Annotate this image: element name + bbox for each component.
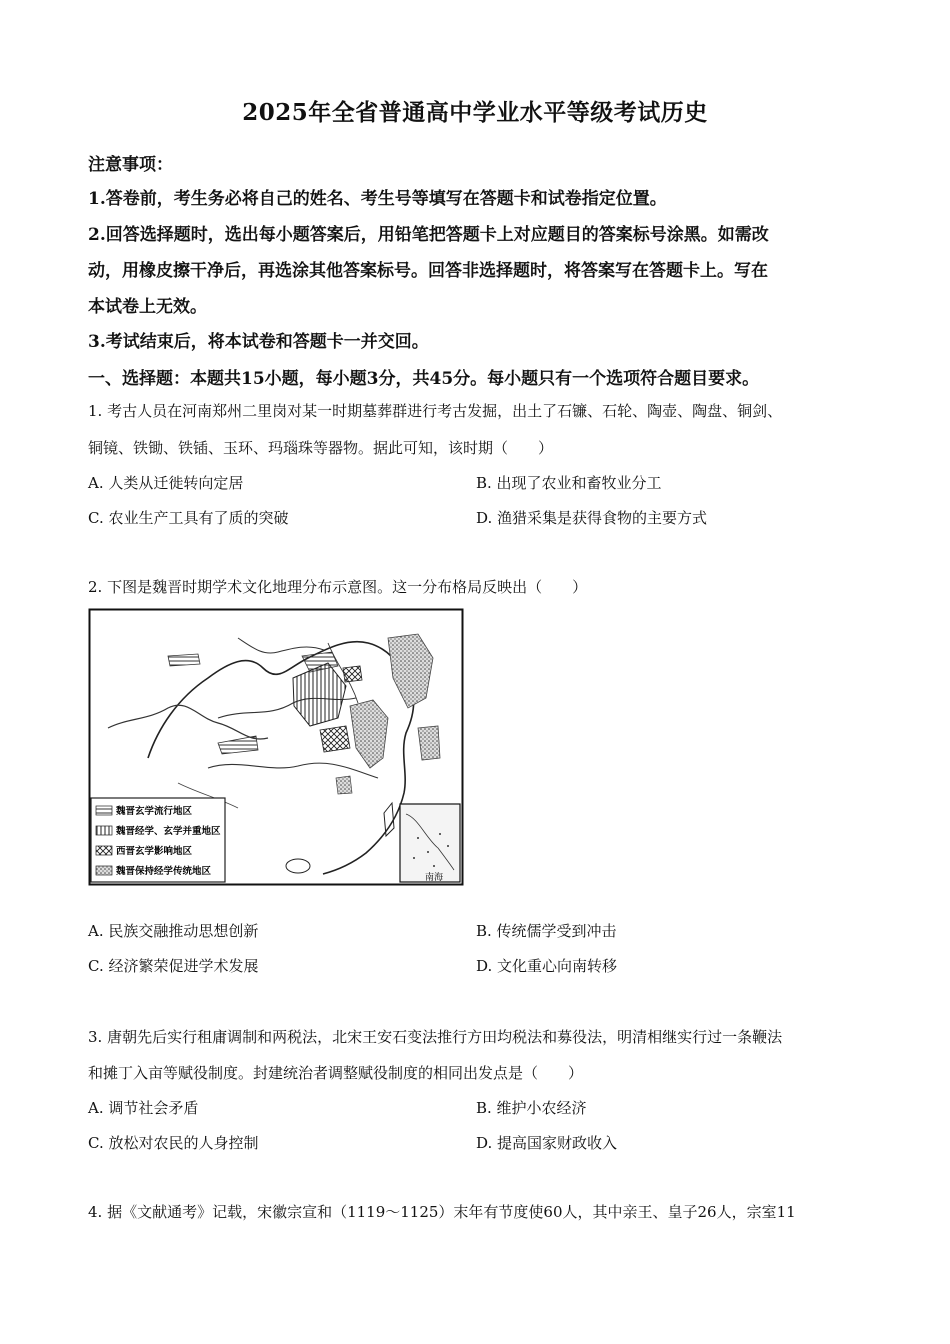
region-jingxue-tradition	[418, 726, 440, 760]
question-2-option-a[interactable]: A. 民族交融推动思想创新	[88, 922, 259, 940]
question-1-option-c[interactable]: C. 农业生产工具有了质的突破	[88, 509, 289, 527]
question-1-option-d[interactable]: D. 渔猎采集是获得食物的主要方式	[476, 509, 708, 527]
legend-swatch	[96, 826, 112, 835]
legend-label: 魏晋经学、玄学并重地区	[116, 826, 221, 837]
question-3-stem: 3. 唐朝先后实行租庸调制和两税法，北宋王安石变法推行方田均税法和募役法，明清相继实行过一条鞭法	[88, 1028, 783, 1046]
legend-label: 西晋玄学影响地区	[116, 846, 193, 857]
question-3-stem: 和摊丁入亩等赋役制度。封建统治者调整赋役制度的相同出发点是（ ）	[88, 1064, 584, 1082]
notice-line: 动，用橡皮擦干净后，再选涂其他答案标号。回答非选择题时，将答案写在答题卡上。写在	[88, 261, 768, 281]
region-xuanxue-popular	[168, 654, 200, 666]
question-3-option-c[interactable]: C. 放松对农民的人身控制	[88, 1134, 259, 1152]
notice-line: 3.考试结束后，将本试卷和答题卡一并交回。	[88, 332, 429, 352]
question-3-option-a[interactable]: A. 调节社会矛盾	[88, 1099, 199, 1117]
region-jingxue-tradition	[336, 776, 352, 794]
question-2-option-b[interactable]: B. 传统儒学受到冲击	[476, 922, 617, 940]
region-xuanxue-influence	[320, 726, 350, 752]
notice-line: 2.回答选择题时，选出每小题答案后，用铅笔把答题卡上对应题目的答案标号涂黑。如需改	[88, 225, 769, 245]
question-1-stem: 1. 考古人员在河南郑州二里岗对某一时期墓葬群进行考古发掘，出土了石镰、石轮、陶壶、陶盘、铜剑、	[88, 402, 783, 420]
legend-swatch	[96, 846, 112, 855]
question-1-stem: 铜镜、铁锄、铁锸、玉环、玛瑙珠等器物。据此可知，该时期（ ）	[88, 439, 554, 457]
question-1-option-b[interactable]: B. 出现了农业和畜牧业分工	[476, 474, 662, 492]
legend-swatch	[96, 866, 112, 875]
question-1-option-a[interactable]: A. 人类从迁徙转向定居	[88, 474, 244, 492]
notice-line: 本试卷上无效。	[88, 297, 207, 317]
notice-heading: 注意事项：	[88, 155, 173, 175]
notice-line: 1.答卷前，考生务必将自己的姓名、考生号等填写在答题卡和试卷指定位置。	[88, 189, 667, 209]
question-4-stem: 4. 据《文献通考》记载，宋徽宗宣和（1119～1125）末年有节度使60人，其中亲王、皇子26人，宗室11	[88, 1203, 796, 1221]
question-2-option-d[interactable]: D. 文化重心向南转移	[476, 957, 618, 975]
section-heading: 一、选择题：本题共15小题，每小题3分，共45分。每小题只有一个选项符合题目要求。	[88, 369, 760, 389]
wei-jin-academic-map	[88, 608, 464, 886]
question-3-option-b[interactable]: B. 维护小农经济	[476, 1099, 587, 1117]
legend-label: 魏晋保持经学传统地区	[116, 866, 212, 877]
question-3-option-d[interactable]: D. 提高国家财政收入	[476, 1134, 618, 1152]
region-xuanxue-influence	[343, 666, 362, 682]
inset-label: 南海	[424, 873, 444, 883]
legend-label: 魏晋玄学流行地区	[116, 806, 193, 817]
question-2-option-c[interactable]: C. 经济繁荣促进学术发展	[88, 957, 259, 975]
question-2-stem: 2. 下图是魏晋时期学术文化地理分布示意图。这一分布格局反映出（ ）	[88, 578, 588, 596]
exam-title: 2025年全省普通高中学业水平等级考试历史	[242, 99, 708, 126]
legend-swatch	[96, 806, 112, 815]
